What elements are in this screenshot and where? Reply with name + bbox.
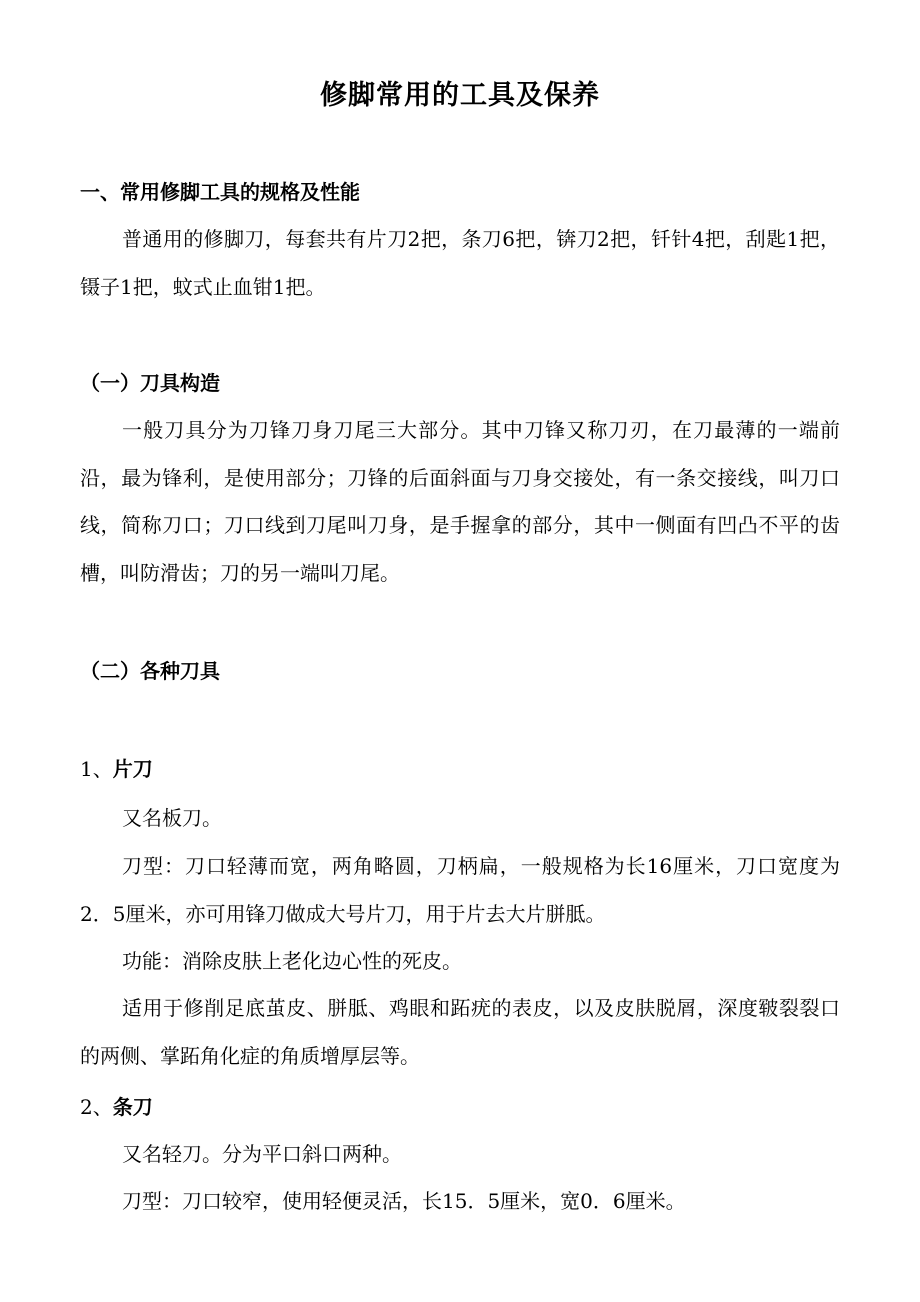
- item-heading-1: [80, 754, 153, 784]
- page-title: 修脚常用的工具及保养: [320, 80, 600, 111]
- structure-paragraph: 一般刀具分为刀锋刀身刀尾三大部分。其中刀锋又称刀刃，在刀最薄的一端前沿，最为锋利，是使用部分；刀锋的后面斜面与刀身交接处，有一条交接线，叫刀口线，简称刀口；刀口线到刀尾叫刀身，是手握拿的部分，其中一侧面有凹凸不平的齿槽，叫防滑齿；刀的另一端叫刀尾。: [80, 418, 840, 585]
- item-name-2: 条刀: [112, 1095, 153, 1119]
- item-2-alias: 又名轻刀。分为平口斜口两种。: [122, 1142, 402, 1166]
- item-1-alias: 又名板刀。: [122, 806, 222, 830]
- section-heading-1: 一、常用修脚工具的规格及性能: [80, 180, 360, 204]
- subsection-heading-structure: （一）刀具构造: [80, 371, 220, 395]
- item-1-usage: 适用于修削足底茧皮、胼胝、鸡眼和跖疣的表皮，以及皮肤脱屑，深度皲裂裂口的两侧、掌跖角化症的角质增厚层等。: [80, 996, 840, 1068]
- item-name-1: 片刀: [112, 757, 153, 781]
- item-heading-2: [80, 1092, 153, 1122]
- item-1-shape: 刀型：刀口轻薄而宽，两角略圆，刀柄扁，一般规格为长16厘米，刀口宽度为2．5厘米，亦可用锋刀做成大号片刀，用于片去大片胼胝。: [80, 854, 840, 926]
- subsection-heading-tools: （二）各种刀具: [80, 659, 220, 683]
- item-2-shape: 刀型：刀口较窄，使用轻便灵活，长15．5厘米，宽0．6厘米。: [122, 1189, 686, 1213]
- section-1-paragraph: 普通用的修脚刀，每套共有片刀2把，条刀6把，锛刀2把，钎针4把，刮匙1把，镊子1把，蚊式止血钳1把。: [80, 227, 840, 299]
- item-number-2: 2、: [80, 1095, 113, 1119]
- item-number-1: 1、: [80, 757, 113, 781]
- item-1-function: 功能：消除皮肤上老化边心性的死皮。: [122, 949, 462, 973]
